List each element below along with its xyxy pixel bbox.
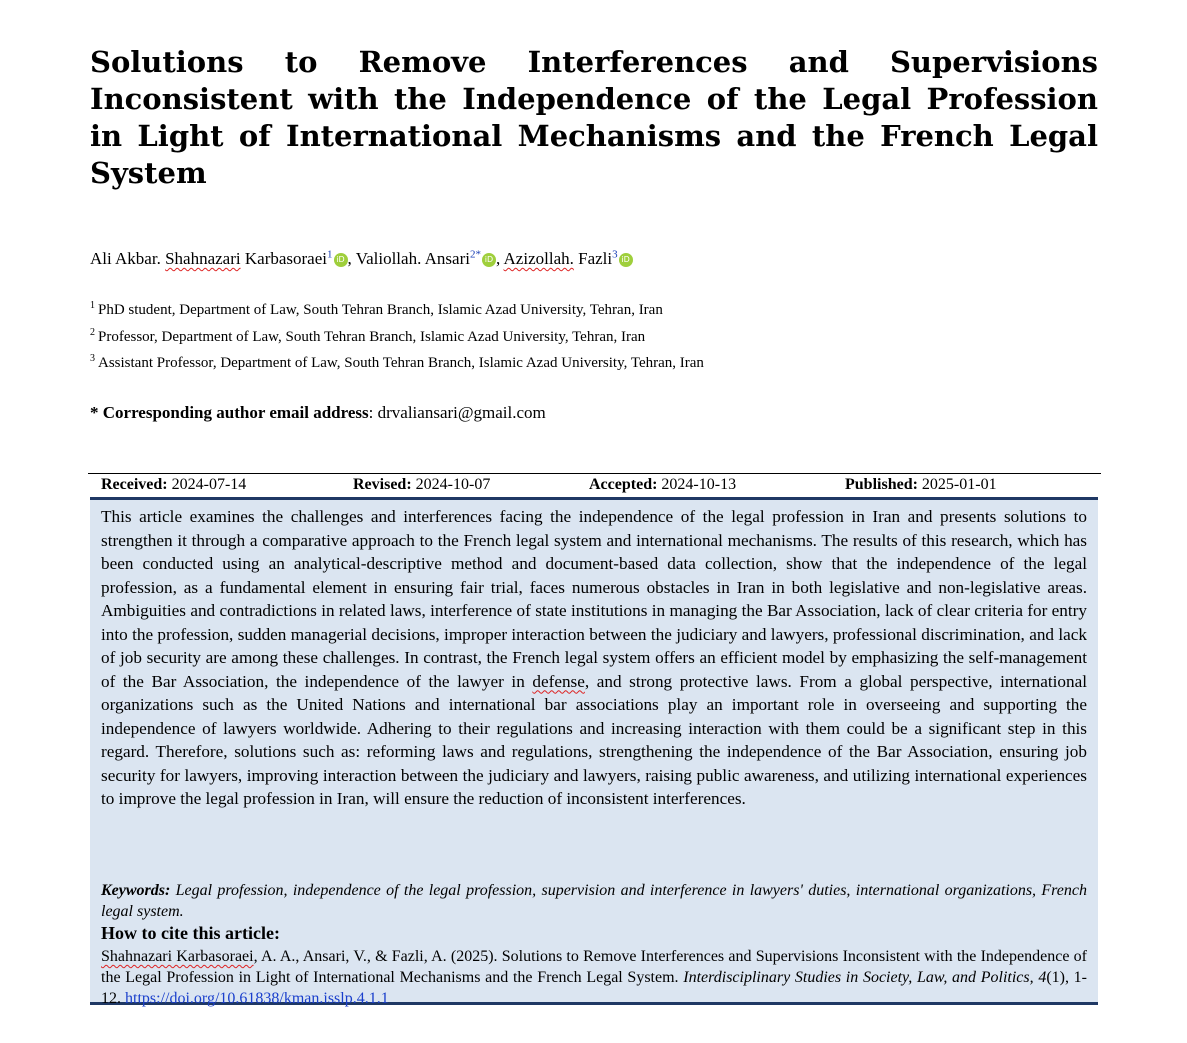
- abstract-text: This article examines the challenges and interferences facing the independence of the legal profession in Iran and presents solutions to strengthen it through a comparative approach to the French legal system and international mechanisms. The results of this research, which has been conducted using an analytical-descriptive method and document-based data collection, show that the independence of the legal profession, as a fundamental element in ensuring fair trial, faces numerous obstacles in Iran in both legislative and non-legislative areas. Ambiguities and contradictions in related laws, interference of state institutions in managing the Bar Association, lack of clear criteria for entry into the profession, sudden managerial decisions, improper interaction between the judiciary and lawyers, professional discrimination, and lack of job security are among these challenges. In contrast, the French legal system offers an efficient model by emphasizing the self-management of the Bar Association, the independence of the lawyer in defense, and strong protective laws. From a global perspective, international organizations such as the United Nations and international bar associations play an important role in overseeing and supporting the independence of lawyers worldwide. Adhering to their regulations and increasing interaction with them could be a significant step in this regard. Therefore, solutions such as: reforming laws and regulations, strengthening the independence of the Bar Association, ensuring job security for lawyers, improving interaction between the judiciary and lawyers, raising public awareness, and utilizing international experiences to improve the legal profession in Iran, will ensure the reduction of inconsistent interferences.: [101, 507, 1087, 808]
- article-title: Solutions to Remove Interferences and Supervisions Inconsistent with the Independence of the Legal Profession in Light of International Mechanisms and the French Legal System: [90, 45, 1098, 190]
- orcid-icon[interactable]: iD: [619, 253, 633, 267]
- accepted-date: Accepted: 2024-10-13: [589, 476, 737, 493]
- author-3: Azizollah. Fazli$^3$: [503, 248, 618, 268]
- orcid-icon[interactable]: iD: [482, 253, 496, 267]
- affiliation-2: $^2$ Professor, Department of Law, South Tehran Branch, Islamic Azad University, Tehran, Iran: [90, 326, 646, 345]
- corresponding-label: * Corresponding author email address: [90, 403, 369, 422]
- corresponding-author: [90, 403, 546, 423]
- author-2: Valiollah. Ansari$^{2*}$: [355, 248, 481, 268]
- affiliation-1: $^1$ PhD student, Department of Law, South Tehran Branch, Islamic Azad University, Tehran, Iran: [90, 300, 663, 318]
- abstract-box: [90, 497, 1098, 1005]
- affiliations: [90, 295, 704, 375]
- corresponding-email: : drvaliansari@gmail.com: [368, 403, 546, 422]
- received-date: Received: 2024-07-14: [101, 476, 247, 493]
- citation: Shahnazari Karbasoraei, A. A., Ansari, V., & Fazli, A. (2025). Solutions to Remove Interferences and Supervisions Inconsistent with the Independence of the Legal Profession in Light of International Mechanisms and the French Legal System. Interdisciplinary Studies in Society, Law, and Politics, 4(1), 1-12. https://doi.org/10.61838/kman.isslp.4.1.1: [101, 948, 1087, 1007]
- orcid-icon[interactable]: iD: [334, 253, 348, 267]
- published-date: Published: 2025-01-01: [845, 476, 997, 493]
- doi-link[interactable]: https://doi.org/10.61838/kman.isslp.4.1.1: [125, 990, 389, 1007]
- keywords: Keywords: Legal profession, independence of the legal profession, supervision and interference in lawyers' duties, international organizations, French legal system.: [101, 882, 1087, 920]
- cite-heading: How to cite this article:: [101, 923, 280, 943]
- affiliation-3: $^3$ Assistant Professor, Department of Law, South Tehran Branch, Islamic Azad University, Tehran, Iran: [90, 353, 704, 371]
- dates-bar: [88, 473, 1101, 498]
- author-list: Ali Akbar. Shahnazari Karbasoraei$^1$ iD , Valiollah. Ansari$^{2*}$ iD , Azizollah. Fazli$^3$ iD: [90, 249, 633, 269]
- revised-date: Revised: 2024-10-07: [353, 476, 491, 493]
- author-1: Ali Akbar. Shahnazari Karbasoraei$^1$: [90, 248, 333, 268]
